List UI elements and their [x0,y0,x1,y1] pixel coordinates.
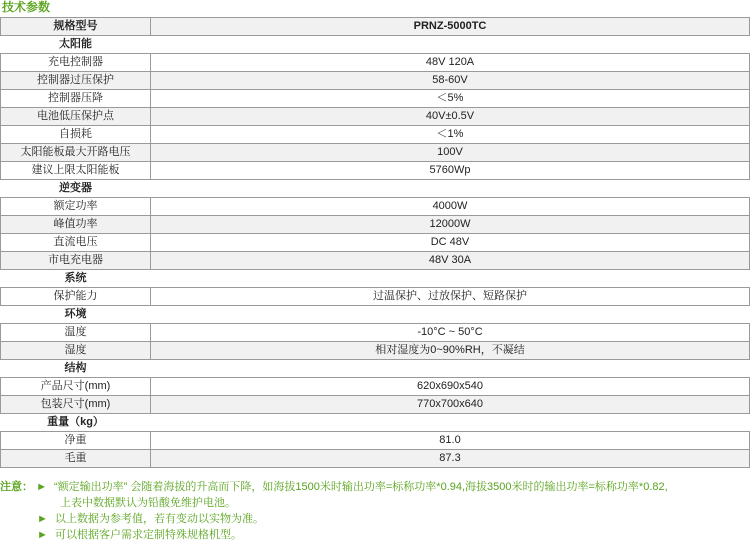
row-label: 保护能力 [1,288,151,306]
row-label: 净重 [1,432,151,450]
table-row [1,126,750,144]
row-label: 包装尺寸(mm) [1,396,151,414]
arrow-icon: ► [37,513,48,525]
note-continuation: 上表中数据默认为铅酸免维护电池。 [60,497,236,509]
table-row [1,342,750,360]
table-row [1,324,750,342]
note-item [0,527,750,543]
row-label: 直流电压 [1,234,151,252]
row-label: 控制器过压保护 [1,72,151,90]
row-label: 市电充电器 [1,252,151,270]
section-title: 太阳能 [1,36,151,54]
section-spacer [151,414,750,432]
row-label: 温度 [1,324,151,342]
row-label: 太阳能板最大开路电压 [1,144,151,162]
header-value: PRNZ-5000TC [151,18,750,36]
table-row [1,432,750,450]
section-row [1,306,750,324]
section-title: 环境 [1,306,151,324]
row-value: 620x690x540 [151,378,750,396]
table-row [1,216,750,234]
table-row [1,234,750,252]
table-row [1,252,750,270]
table-row [1,288,750,306]
row-label: 额定功率 [1,198,151,216]
table-row [1,162,750,180]
row-label: 充电控制器 [1,54,151,72]
section-title: 逆变器 [1,180,151,198]
section-spacer [151,360,750,378]
table-row [1,72,750,90]
table-row [1,108,750,126]
row-value: 相对湿度为0~90%RH，不凝结 [151,342,750,360]
row-value: ＜5% [151,90,750,108]
note-item [0,511,750,527]
row-label: 峰值功率 [1,216,151,234]
header-label: 规格型号 [1,18,151,36]
section-title: 重量（kg） [1,414,151,432]
table-row [1,144,750,162]
row-label: 自损耗 [1,126,151,144]
section-row [1,414,750,432]
page-title: 技术参数 [2,0,51,14]
notes-block [0,479,750,543]
row-value: ＜1% [151,126,750,144]
row-value: 100V [151,144,750,162]
row-value: 过温保护、过放保护、短路保护 [151,288,750,306]
arrow-icon: ► [37,529,48,541]
note-lead: 注意： [0,481,33,493]
row-value: 12000W [151,216,750,234]
section-row [1,360,750,378]
table-row [1,54,750,72]
note-text: 以上数据为参考值，若有变动以实物为准。 [54,513,264,525]
row-value: 81.0 [151,432,750,450]
table-header-row [1,18,750,36]
row-label: 湿度 [1,342,151,360]
row-value: -10°C ~ 50°C [151,324,750,342]
table-row [1,198,750,216]
row-value: 58-60V [151,72,750,90]
row-label: 产品尺寸(mm) [1,378,151,396]
note-text: 可以根据客户需求定制特殊规格机型。 [54,529,242,541]
row-value: 87.3 [151,450,750,468]
row-label: 建议上限太阳能板 [1,162,151,180]
row-value: 40V±0.5V [151,108,750,126]
table-row [1,450,750,468]
arrow-icon: ► [36,481,47,493]
row-label: 毛重 [1,450,151,468]
spec-table [0,17,750,468]
row-value: 48V 30A [151,252,750,270]
section-row [1,36,750,54]
section-spacer [151,270,750,288]
row-label: 电池低压保护点 [1,108,151,126]
note-text: “额定输出功率” 会随着海拔的升高而下降，如海拔1500米时输出功率=标称功率*0.94,海拔3500米时的输出功率=标称功率*0.82, [54,481,668,493]
note-item [0,479,750,495]
section-spacer [151,306,750,324]
section-row [1,180,750,198]
section-spacer [151,180,750,198]
section-title: 系统 [1,270,151,288]
table-row [1,378,750,396]
row-label: 控制器压降 [1,90,151,108]
section-row [1,270,750,288]
section-title: 结构 [1,360,151,378]
row-value: 770x700x640 [151,396,750,414]
table-row [1,90,750,108]
row-value: 48V 120A [151,54,750,72]
row-value: 4000W [151,198,750,216]
section-spacer [151,36,750,54]
table-row [1,396,750,414]
row-value: DC 48V [151,234,750,252]
row-value: 5760Wp [151,162,750,180]
